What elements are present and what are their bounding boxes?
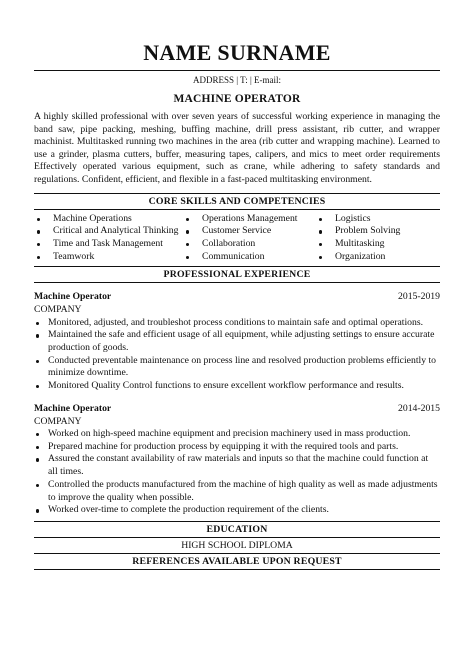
contact-line: ADDRESS | T: | E-mail: (193, 75, 281, 85)
education-heading: EDUCATION (34, 521, 440, 538)
job-role: Machine Operator (34, 291, 112, 303)
job-bullet: Maintained the safe and efficient usage of all equipment, while adjusting settings to ensure accurate production of goods. (34, 329, 440, 354)
skill-item: Machine Operations (34, 213, 183, 226)
job-dates: 2015-2019 (398, 291, 440, 303)
job-company: COMPANY (34, 304, 82, 316)
skill-item: Organization (316, 251, 440, 264)
job-entry (34, 403, 440, 517)
job-bullet: Monitored, adjusted, and troubleshot process conditions to maintain safe and optimal operations. (34, 317, 440, 330)
experience-heading: PROFESSIONAL EXPERIENCE (34, 266, 440, 283)
job-company: COMPANY (34, 415, 82, 427)
job-bullet: Controlled the products manufactured from the machine of high quality as well as made adjustments to improve the quality when possible. (34, 479, 440, 504)
skills-heading: CORE SKILLS AND COMPETENCIES (34, 193, 440, 210)
job-entry (34, 291, 440, 392)
job-bullet: Monitored Quality Control functions to ensure excellent workflow performance and results. (34, 380, 440, 393)
resume-page (34, 40, 440, 570)
job-role: Machine Operator (34, 402, 112, 414)
skill-item: Multitasking (316, 238, 440, 251)
job-bullet: Conducted preventable maintenance on process line and resolved production problems efficiently to minimize downtime. (34, 355, 440, 380)
job-title: MACHINE OPERATOR (173, 93, 301, 105)
skills-column-3 (316, 213, 440, 264)
education-degree: HIGH SCHOOL DIPLOMA (181, 539, 293, 551)
header-divider (34, 70, 440, 71)
job-bullet: Assured the constant availability of raw materials and inputs so that the machine could function at all times. (34, 453, 440, 478)
skill-item: Problem Solving (316, 225, 440, 238)
job-bullet: Worked over-time to complete the production requirement of the clients. (34, 504, 440, 517)
job-header (34, 291, 440, 304)
job-bullets (34, 428, 440, 517)
skill-item: Logistics (316, 213, 440, 226)
skills-grid (34, 213, 440, 264)
job-bullet: Prepared machine for production process by equipping it with the required tools and parts. (34, 441, 440, 454)
job-bullet: Worked on high-speed machine equipment and precision machinery used in mass production. (34, 428, 440, 441)
skill-item: Customer Service (183, 225, 316, 238)
skill-item: Critical and Analytical Thinking (34, 225, 183, 238)
candidate-name: NAME SURNAME (143, 40, 331, 65)
skill-item: Operations Management (183, 213, 316, 226)
job-bullets (34, 317, 440, 393)
skill-item: Collaboration (183, 238, 316, 251)
references-heading: REFERENCES AVAILABLE UPON REQUEST (34, 553, 440, 570)
skills-column-1 (34, 213, 183, 264)
job-dates: 2014-2015 (398, 402, 440, 414)
skill-item: Communication (183, 251, 316, 264)
professional-summary: A highly skilled professional with over seven years of successful working experience in managing the band saw, pipe packing, meshing, buffing machine, drill press assistant, rib cutter, and wrapper machinist. Multitasked running two machines in the area (rib cutter and wrapping machine). Learned to use a grinder, plasma cutters, buffer, measuring tapes, calipers, and mics to meet order requirements Effectively operated various equipment, such as crane, while adhering to safety standards and regulations. Confident, efficient, and flexible in a fast-paced multitasking environment. (34, 111, 440, 185)
skill-item: Teamwork (34, 251, 183, 264)
skills-column-2 (183, 213, 316, 264)
job-header (34, 403, 440, 416)
skill-item: Time and Task Management (34, 238, 183, 251)
